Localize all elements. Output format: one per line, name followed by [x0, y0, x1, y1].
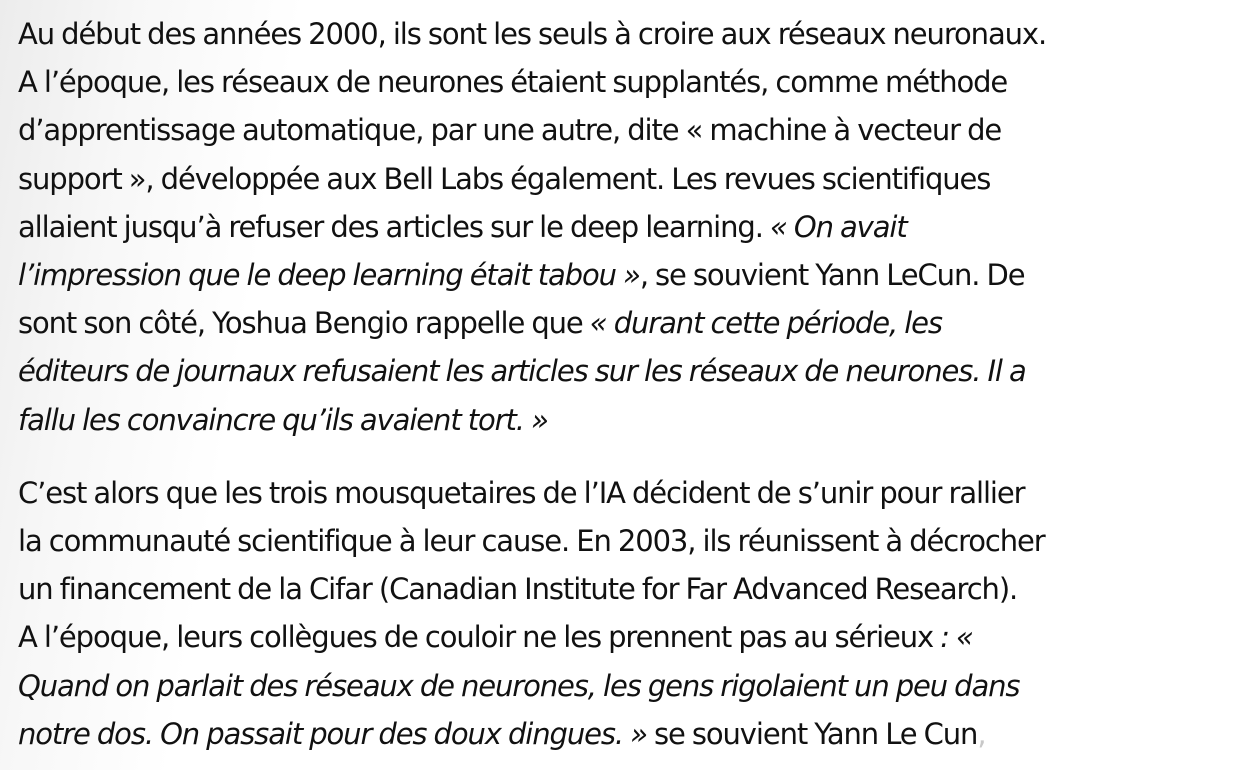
text-line — [18, 58, 1240, 106]
paragraph — [18, 469, 1240, 758]
body-text: support », développée aux Bell Labs également. Les revues scientifiques — [18, 161, 991, 196]
text-line — [18, 396, 1240, 444]
quote-text: « On avait — [769, 209, 907, 244]
body-text: , se souvient Yann LeCun. De — [639, 258, 1025, 293]
quote-text: éditeurs de journaux refusaient les articles sur les réseaux de neurones. Il a — [18, 354, 1026, 389]
text-line — [18, 662, 1240, 710]
text-line — [18, 155, 1240, 203]
text-line — [18, 613, 1240, 661]
text-line — [18, 251, 1240, 299]
text-line — [18, 469, 1240, 517]
body-text: allaient jusqu’à refuser des articles sur le deep learning. — [18, 209, 770, 244]
quote-text: fallu les convaincre qu’ils avaient tort. » — [18, 402, 548, 437]
quote-text: Quand on parlait des réseaux de neurones, les gens rigolaient un peu dans — [18, 668, 1020, 703]
article-body — [18, 10, 1240, 758]
body-text: se souvient Yann Le Cun — [646, 716, 978, 751]
quote-text: notre dos. On passait pour des doux dingues. » — [18, 716, 647, 751]
body-text: C’est alors que les trois mousquetaires de l’IA décident de s’unir pour rallier — [18, 475, 1025, 510]
text-line — [18, 203, 1240, 251]
body-text: sont son côté, Yoshua Bengio rappelle que — [18, 306, 590, 341]
text-line — [18, 10, 1240, 58]
body-text: A l’époque, leurs collègues de couloir ne les prennent pas au sérieux — [18, 620, 941, 655]
text-line — [18, 347, 1240, 395]
body-text: , — [977, 716, 986, 751]
quote-text: « durant cette période, les — [589, 306, 942, 341]
text-line — [18, 299, 1240, 347]
body-text: Au début des années 2000, ils sont les seuls à croire aux réseaux neuronaux. — [18, 17, 1047, 51]
quote-text: : « — [940, 620, 973, 655]
text-line — [18, 565, 1240, 613]
quote-text: l’impression que le deep learning était tabou » — [18, 258, 640, 293]
body-text: la communauté scientifique à leur cause. En 2003, ils réunissent à décrocher — [18, 524, 1045, 559]
text-line — [18, 106, 1240, 154]
text-line — [18, 517, 1240, 565]
body-text: un financement de la Cifar (Canadian Institute for Far Advanced Research). — [18, 572, 1018, 607]
body-text: d’apprentissage automatique, par une autre, dite « machine à vecteur de — [18, 113, 1002, 148]
body-text: A l’époque, les réseaux de neurones étaient supplantés, comme méthode — [18, 65, 1008, 100]
paragraph — [18, 10, 1240, 444]
text-line — [18, 710, 1240, 758]
